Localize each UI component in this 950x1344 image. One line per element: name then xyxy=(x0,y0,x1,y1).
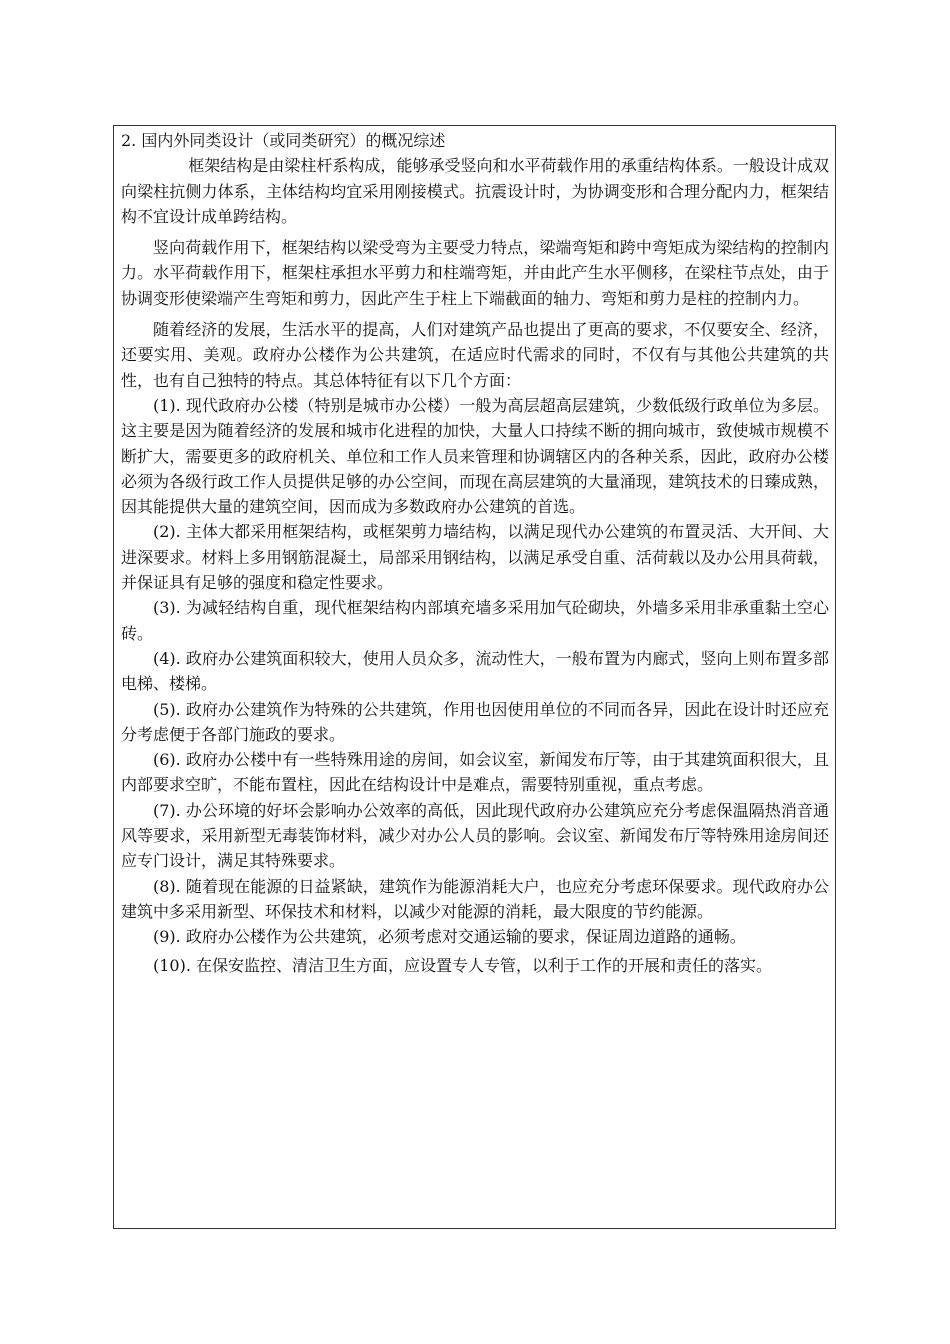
paragraph-item-7: (7). 办公环境的好坏会影响办公效率的高低，因此现代政府办公建筑应充分考虑保温隔热消音通风等要求，采用新型无毒装饰材料，减少对办公人员的影响。会议室、新闻发布厅等特殊用途房间还应专门设计，满足其特殊要求。 xyxy=(121,800,829,871)
paragraph-development: 随着经济的发展，生活水平的提高，人们对建筑产品也提出了更高的要求，不仅要安全、经济，还要实用、美观。政府办公楼作为公共建筑，在适应时代需求的同时，不仅有与其他公共建筑的共性，也有自己独特的特点。其总体特征有以下几个方面： xyxy=(121,320,829,390)
paragraph-item-1: (1). 现代政府办公楼（特别是城市办公楼）一般为高层超高层建筑，少数低级行政单位为多层。这主要是因为随着经济的发展和城市化进程的加快，大量人口持续不断的拥向城市，致使城市规模不断扩大，需要更多的政府机关、单位和工作人员来管理和协调辖区内的各种关系，因此，政府办公楼必须为各级行政工作人员提供足够的办公空间，而现在高层建筑的大量涌现，建筑技术的日臻成熟，因其能提供大量的建筑空间，因而成为多数政府办公建筑的首选。 xyxy=(121,395,829,517)
paragraph-vertical-load: 竖向荷载作用下，框架结构以梁受弯为主要受力特点，梁端弯矩和跨中弯矩成为梁结构的控制内力。水平荷载作用下，框架柱承担水平剪力和柱端弯矩，并由此产生水平侧移，在梁柱节点处，由于协调变形使梁端产生弯矩和剪力，因此产生于柱上下端截面的轴力、弯矩和剪力是柱的控制内力。 xyxy=(121,238,829,308)
paragraph-item-10: (10). 在保安监控、清洁卫生方面，应设置专人专管，以利于工作的开展和责任的落实。 xyxy=(153,955,773,975)
paragraph-frame-structure: 框架结构是由梁柱杆系构成，能够承受竖向和水平荷载作用的承重结构体系。一般设计成双向梁柱抗侧力体系，主体结构均宜采用刚接模式。抗震设计时，为协调变形和合理分配内力，框架结构不宜设计成单跨结构。 xyxy=(121,156,829,226)
paragraph-item-9: (9). 政府办公楼作为公共建筑，必须考虑对交通运输的要求，保证周边道路的通畅。 xyxy=(153,927,746,947)
paragraph-item-3: (3). 为减轻结构自重，现代框架结构内部填充墙多采用加气砼砌块，外墙多采用非承重黏土空心砖。 xyxy=(121,598,829,643)
paragraph-item-4: (4). 政府办公建筑面积较大，使用人员众多，流动性大，一般布置为内廊式，竖向上则布置多部电梯、楼梯。 xyxy=(121,648,829,694)
paragraph-item-2: (2). 主体大都采用框架结构，或框架剪力墙结构，以满足现代办公建筑的布置灵活、大开间、大进深要求。材料上多用钢筋混凝土，局部采用钢结构，以满足承受自重、活荷载以及办公用具荷载，并保证具有足够的强度和稳定性要求。 xyxy=(121,522,829,593)
paragraph-item-5: (5). 政府办公建筑作为特殊的公共建筑，作用也因使用单位的不同而各异，因此在设计时还应充分考虑便于各部门施政的要求。 xyxy=(121,699,829,744)
paragraph-item-8: (8). 随着现在能源的日益紧缺，建筑作为能源消耗大户，也应充分考虑环保要求。现代政府办公建筑中多采用新型、环保技术和材料，以减少对能源的消耗，最大限度的节约能源。 xyxy=(121,876,829,921)
document-body xyxy=(121,128,829,984)
paragraph-item-6: (6). 政府办公楼中有一些特殊用途的房间，如会议室，新闻发布厅等，由于其建筑面积很大，且内部要求空旷，不能布置柱，因此在结构设计中是难点，需要特别重视，重点考虑。 xyxy=(121,750,829,795)
section-heading: 2. 国内外同类设计（或同类研究）的概况综述 xyxy=(121,131,446,150)
